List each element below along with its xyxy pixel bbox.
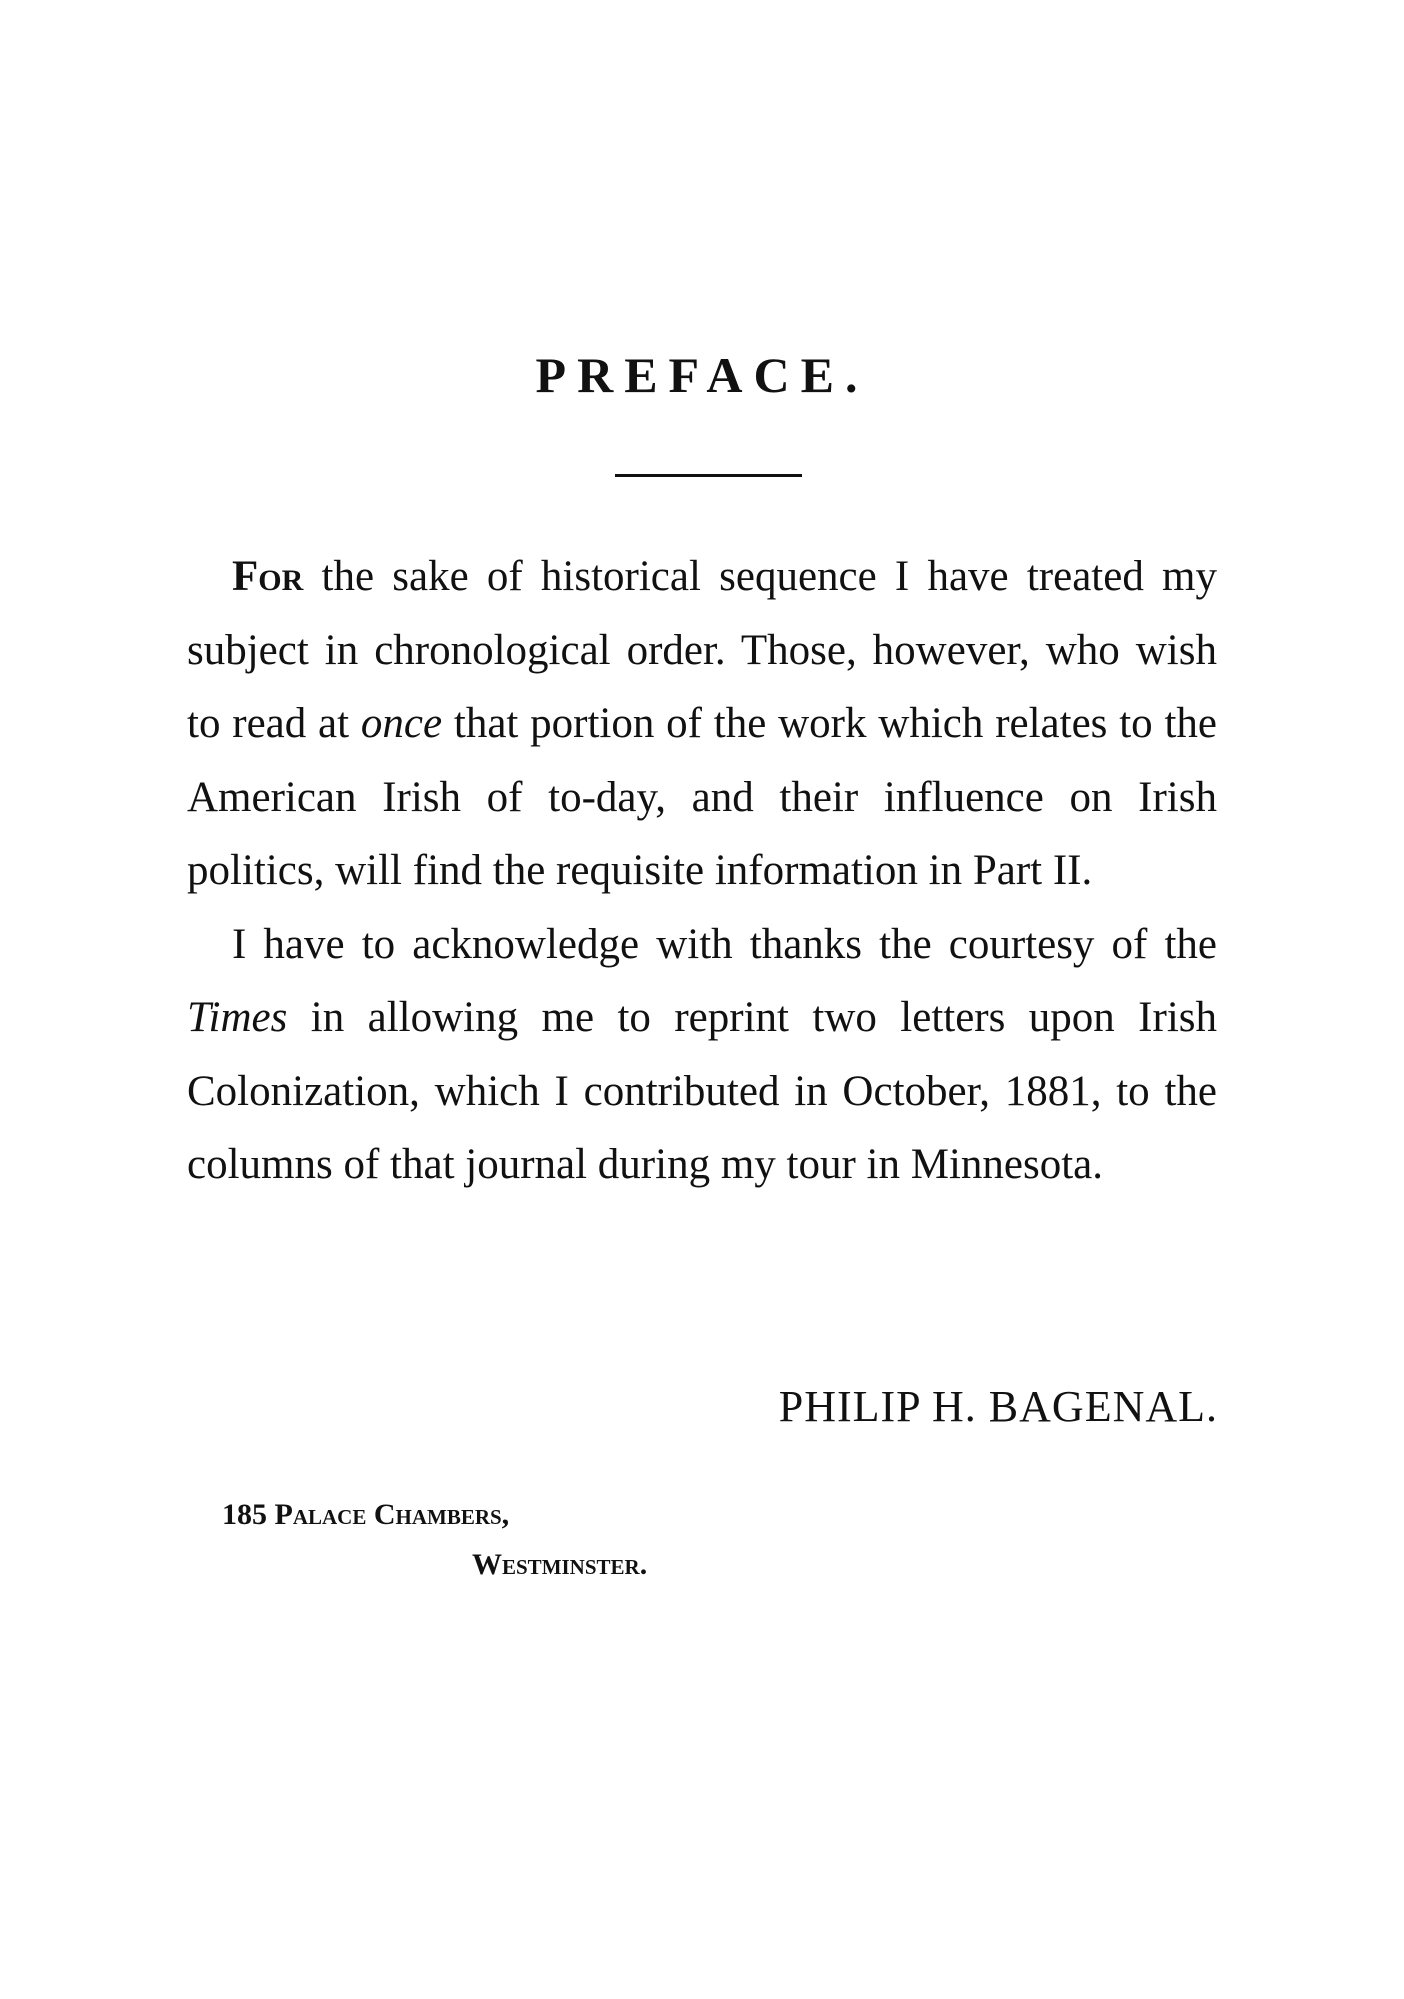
author-signature: PHILIP H. BAGENAL.: [778, 1382, 1218, 1431]
address-line-1: 185 Palace Chambers,: [222, 1498, 510, 1531]
paragraph-2: [187, 908, 1217, 1202]
preface-body: [187, 540, 1217, 1202]
author-address: [222, 1490, 647, 1590]
address-line-2: Westminster.: [472, 1548, 648, 1581]
paragraph-2-text: I have to acknowledge with thanks the courtesy of the: [232, 920, 1217, 968]
title-divider: [615, 474, 802, 477]
paragraph-1-tail: that portion of the work which relates to the American Irish of to-day, and their influence on Irish politics, will find the requisite information in Part II.: [187, 700, 1217, 894]
paragraph-1: [187, 540, 1217, 908]
paragraph-1-emphasis: once: [360, 700, 443, 747]
page-title: PREFACE.: [535, 347, 869, 403]
paragraph-1-lead: For: [232, 553, 304, 600]
paragraph-2-emphasis: Times: [187, 994, 288, 1041]
paragraph-2-tail: in allowing me to reprint two letters upon Irish Colonization, which I contributed in October, 1881, to the columns of that journal during my tour in Minnesota.: [187, 994, 1217, 1188]
paragraph-1-text: the sake of historical sequence I have treated my subject in chronological order. Those, however, who wish to read at: [187, 553, 1217, 747]
